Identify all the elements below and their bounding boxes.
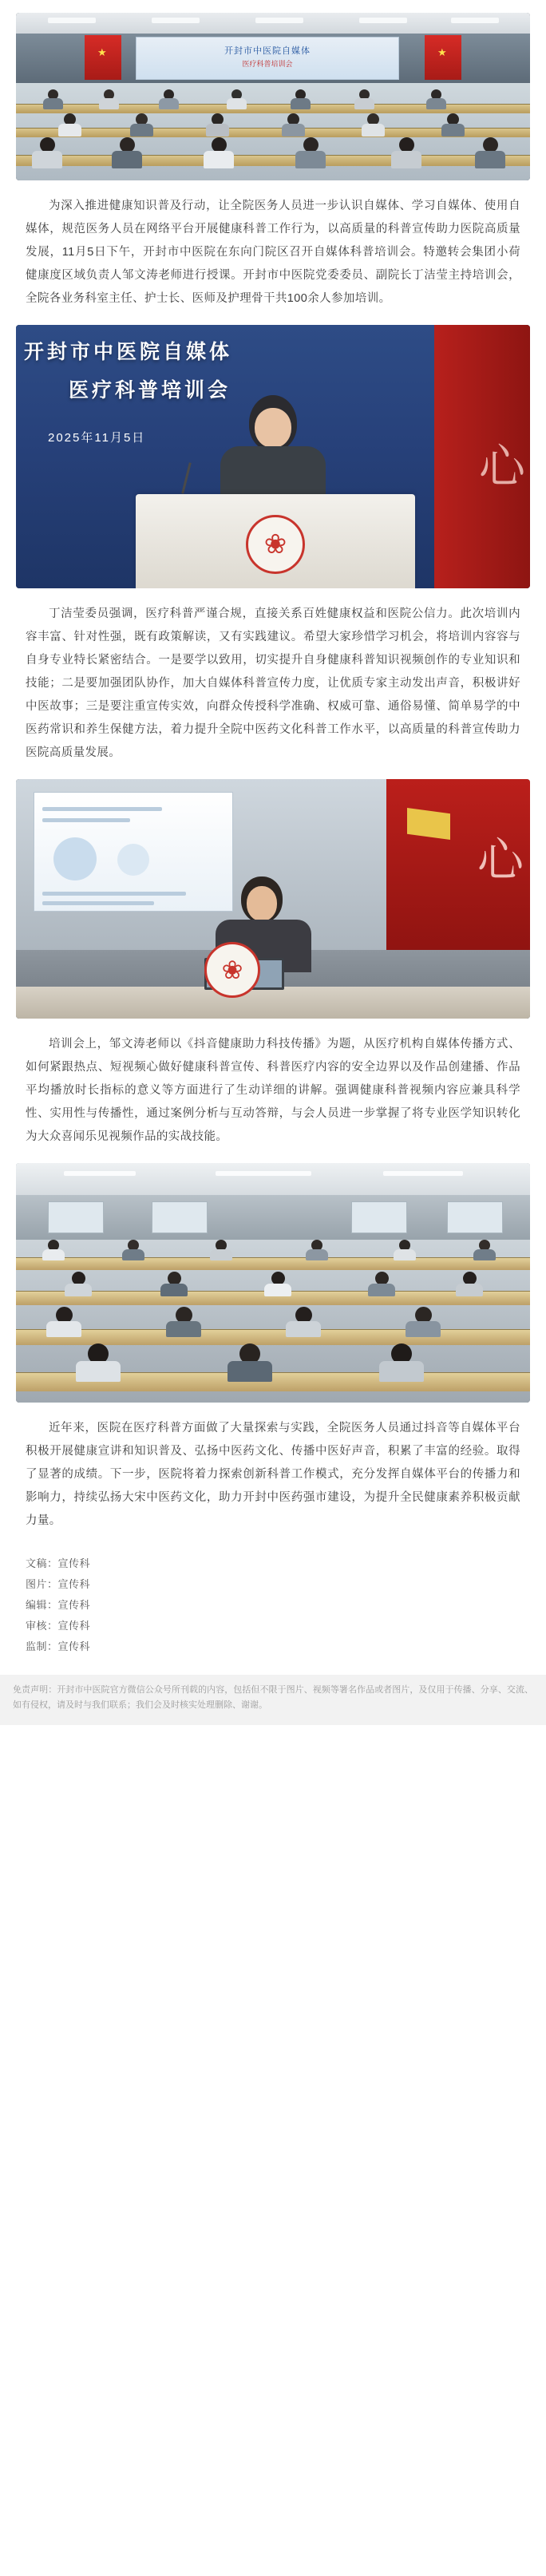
window xyxy=(447,1201,503,1233)
credits-block xyxy=(26,1553,520,1657)
banner-date: 2025年11月5日 xyxy=(48,431,146,445)
credit-row xyxy=(26,1595,520,1616)
credit-label: 审核： xyxy=(26,1620,58,1632)
photo-male-speaker xyxy=(16,779,530,1019)
credit-label: 文稿： xyxy=(26,1557,58,1569)
red-panel xyxy=(386,779,530,963)
banner-line-2: 医疗科普培训会 xyxy=(69,379,231,402)
paragraph-4: 近年来，医院在医疗科普方面做了大量探索与实践，全院医务人员通过抖音等自媒体平台积极开展健康宣讲和知识普及、弘扬中医药文化、传播中医好声音，积累了丰富的经验。取得了显著的成绩。下一步，医院将着力探索创新科普工作模式，充分发挥自媒体平台的传播力和影响力，持续弘扬大宋中医药文化，助力开封中医药强市建设，为提升全民健康素养积极贡献力量。 xyxy=(26,1422,520,1527)
disclaimer-section xyxy=(0,1675,546,1725)
banner-line-1: 开封市中医院自媒体 xyxy=(24,341,233,363)
red-curtain xyxy=(434,325,530,588)
credit-value: 宣传科 xyxy=(57,1578,91,1590)
decor-character: 心 xyxy=(477,834,524,886)
flag-icon xyxy=(407,808,450,840)
credit-value: 宣传科 xyxy=(57,1599,91,1611)
paragraph-3: 培训会上，邹文涛老师以《抖音健康助力科技传播》为题，从医疗机构自媒体传播方式、如何紧跟热点、短视频心做好健康科普宣传、科普医疗内容的安全边界以及作品创建播、作品平均播放时长指标的意义等方面进行了生动详细的讲解。强调健康科普视频内容应兼具科学性、实用性与传播性，通过案例分析与互动答辩，与会人员进一步掌握了将专业医学知识转化为大众喜闻乐见视频作品的实战技能。 xyxy=(26,1038,520,1143)
presentation-screen xyxy=(34,792,233,912)
credit-value: 宣传科 xyxy=(57,1620,91,1632)
desk-front-panel xyxy=(16,987,530,1019)
credit-label: 图片： xyxy=(26,1578,58,1590)
decor-character: 心 xyxy=(478,441,525,493)
credit-row xyxy=(26,1574,520,1595)
paragraph-2: 丁洁莹委员强调，医疗科普严谨合规，直接关系百姓健康权益和医院公信力。此次培训内容丰富、针对性强，既有政策解读，又有实践建议。希望大家珍惜学习机会，将培训内容容与自身专业特长紧密结合。一是要学以致用，切实提升自身健康科普知识视频创作的专业知识和技能；二是要加强团队协作，加大自媒体科普宣传力度，让优质专家主动发出声音，积极讲好中医故事；三是要注重宣传实效，向群众传授科学准确、权威可靠、通俗易懂、简单易学的中医药常识和养生保健方法，着力提升全院中医药文化科普工作水平，以高质量的科普宣传助力医院高质量发展。 xyxy=(26,607,520,759)
credit-value: 宣传科 xyxy=(57,1640,91,1652)
projection-screen xyxy=(136,37,399,80)
credit-row xyxy=(26,1616,520,1636)
credit-label: 监制： xyxy=(26,1640,58,1652)
projection-title: 开封市中医院自媒体 xyxy=(224,46,311,56)
photo-lecture-hall-wide xyxy=(16,13,530,180)
credit-label: 编辑： xyxy=(26,1599,58,1611)
ceiling xyxy=(16,1163,530,1198)
projection-subtitle: 医疗科普培训会 xyxy=(242,60,293,68)
audience-area xyxy=(16,83,530,180)
window xyxy=(351,1201,407,1233)
credit-row xyxy=(26,1636,520,1657)
photo-audience xyxy=(16,1163,530,1403)
credit-row xyxy=(26,1553,520,1574)
disclaimer-text: 免责声明：开封市中医院官方微信公众号所刊载的内容，包括但不限于图片、视频等署名作品或者图片，及仅用于传播、分享、交流、如有侵权，请及时与我们联系；我们会及时核实处理删除、谢谢。 xyxy=(13,1685,533,1711)
flag-banner-right: ★ xyxy=(425,35,461,80)
photo-female-speaker-podium xyxy=(16,325,530,588)
hospital-logo-icon: ❀ xyxy=(246,515,305,574)
speaker-face xyxy=(247,886,277,921)
podium xyxy=(136,494,415,588)
paragraph-1: 为深入推进健康知识普及行动，让全院医务人员进一步认识自媒体、学习自媒体、使用自媒体，规范医务人员在网络平台开展健康科普工作行为，以高质量的科普宣传助力医院高质量发展，11月5日下午，开封市中医院在东向门院区召开自媒体科普培训会。特邀转会集团小荷健康度区域负责人邹文涛老师进行授课。开封市中医院党委委员、副院长丁洁莹主持培训会，全院各业务科室主任、护士长、医师及护理骨干共100余人参加培训。 xyxy=(26,200,520,305)
hospital-logo-icon: ❀ xyxy=(204,942,260,998)
window xyxy=(48,1201,104,1233)
flag-banner-left: ★ xyxy=(85,35,121,80)
window xyxy=(152,1201,208,1233)
credit-value: 宣传科 xyxy=(57,1557,91,1569)
speaker-face xyxy=(255,408,291,448)
article-page xyxy=(0,13,546,2576)
